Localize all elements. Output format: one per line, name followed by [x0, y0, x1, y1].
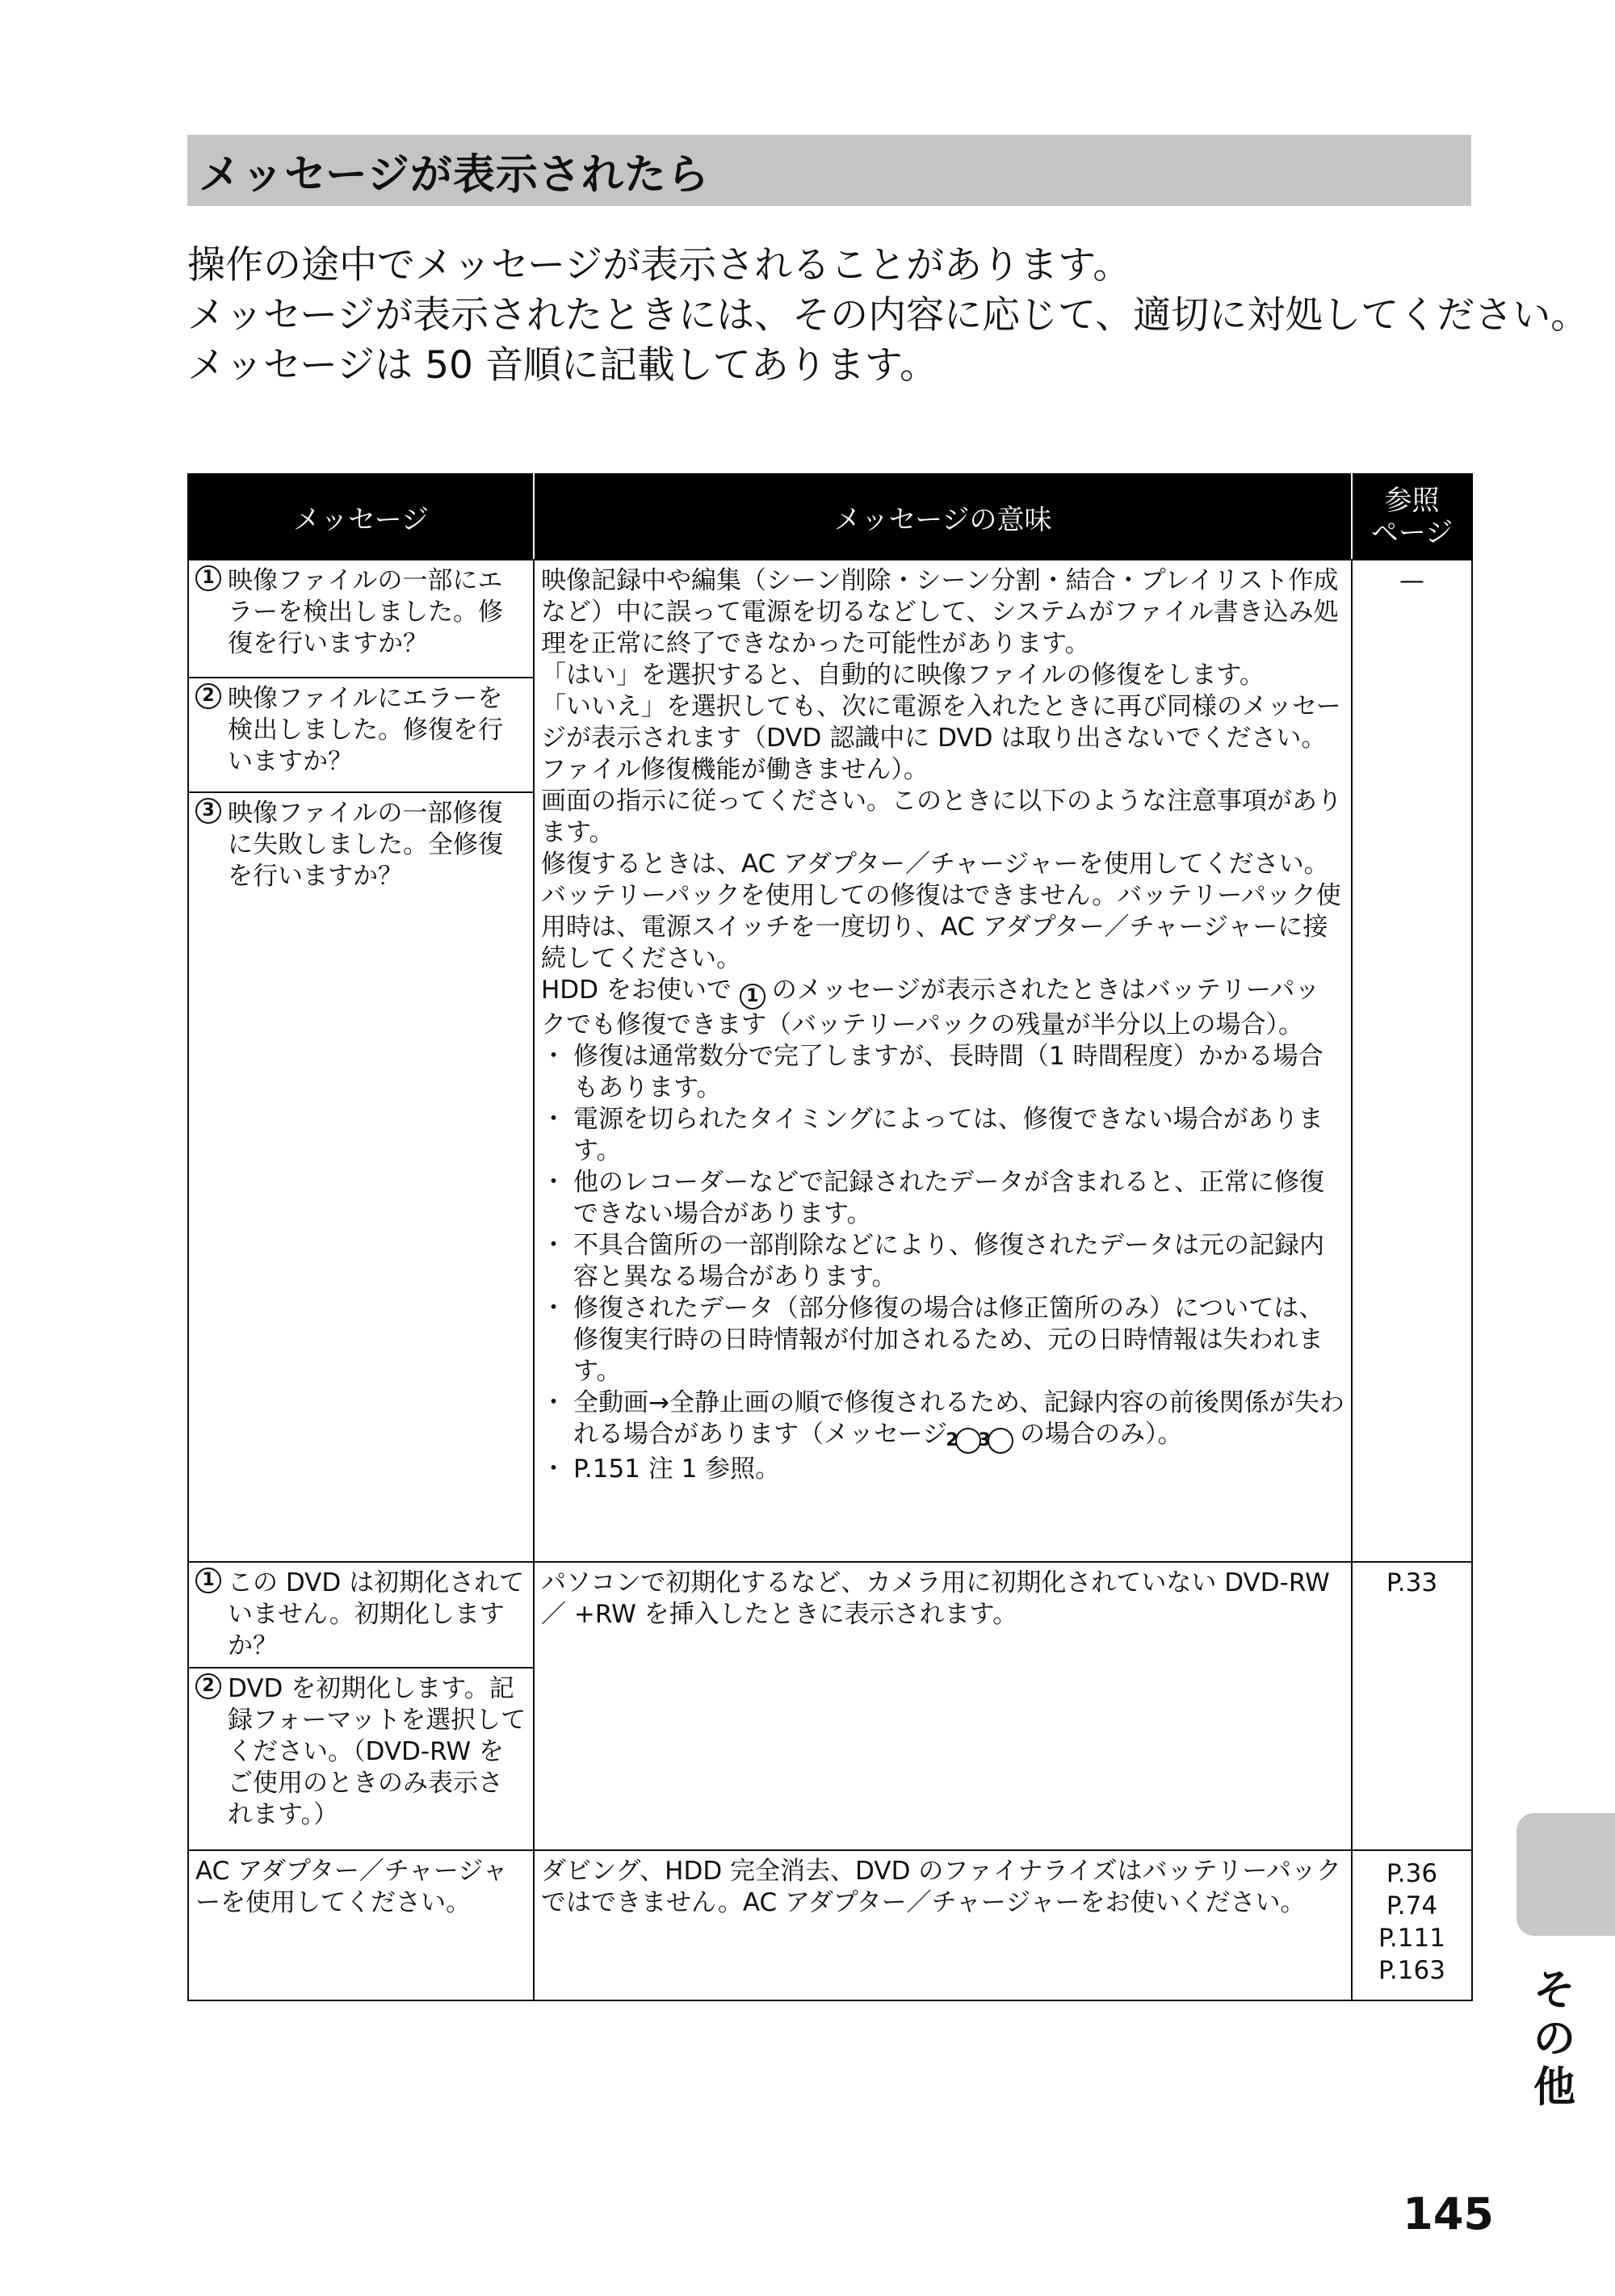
message-text: 映像ファイルの一部にエラーを検出しました。修復を行いますか？ — [228, 566, 503, 658]
intro-line-1: 操作の途中でメッセージが表示されることがあります。 — [187, 243, 1131, 288]
reference-cell: — — [1352, 560, 1472, 1562]
reference-page: P.74 — [1386, 1891, 1438, 1920]
table-row — [188, 560, 1472, 678]
reference-cell — [1352, 1850, 1472, 2000]
header-reference-line-2: ページ — [1370, 517, 1454, 549]
header-reference-line-1: 参照 — [1384, 485, 1440, 517]
meaning-cell: パソコンで初期化するなど、カメラ用に初期化されていない DVD-RW ／ +RW を挿入したときに表示されます。 — [534, 1562, 1352, 1850]
message-cell — [188, 792, 534, 1562]
message-text: 映像ファイルにエラーを検出しました。修復を行いますか？ — [228, 684, 503, 776]
list-item: ・ 電源を切られたタイミングによっては、修復できない場合があります。 — [541, 1105, 1323, 1165]
table-header-row — [188, 474, 1472, 560]
section-title-bar — [187, 135, 1471, 206]
message-cell — [188, 560, 534, 678]
circled-number-2: 2 — [195, 1673, 221, 1699]
circled-number-3: 3 — [195, 798, 221, 824]
meaning-paragraph: 修復するときは、AC アダプター／チャージャーを使用してください。バッテリーパックを使用しての修復はできません。バッテリーパック使用時は、電源スイッチを一度切り、AC アダプター／チャージャーに接続してください。 — [541, 850, 1341, 973]
caution-list — [541, 1041, 1344, 1485]
circled-number-3: 3 — [988, 1428, 1013, 1454]
meaning-paragraph: 映像記録中や編集（シーン削除・シーン分割・結合・プレイリスト作成など）中に誤って電源を切るなどして、システムがファイル書き込み処理を正常に終了できなかった可能性があります。 — [541, 566, 1339, 658]
message-table — [187, 473, 1473, 2001]
circled-number-2: 2 — [195, 683, 221, 709]
reference-page: P.36 — [1386, 1859, 1438, 1888]
message-text: 映像ファイルの一部修復に失敗しました。全修復を行いますか？ — [228, 799, 503, 891]
header-message: メッセージ — [188, 474, 534, 560]
intro-text — [187, 241, 1589, 391]
meaning-cell — [534, 560, 1352, 1562]
message-text: この DVD は初期化されていません。初期化しますか？ — [228, 1568, 525, 1660]
list-item: ・ 全動画→全静止画の順で修復されるため、記録内容の前後関係が失われる場合があります（メッセージ 2 3 の場合のみ）。 — [541, 1387, 1344, 1454]
page-number: 145 — [1403, 2189, 1494, 2239]
circled-number-1: 1 — [195, 1568, 221, 1593]
message-cell — [188, 1668, 534, 1850]
meaning-paragraph: 「はい」を選択すると、自動的に映像ファイルの修復をします。 — [541, 661, 1265, 690]
message-cell: AC アダプター／チャージャーを使用してください。 — [188, 1850, 534, 2000]
reference-page: P.111 — [1378, 1924, 1445, 1953]
list-item: ・ P.151 注 1 参照。 — [541, 1454, 781, 1484]
message-cell — [188, 678, 534, 792]
message-text: DVD を初期化します。記録フォーマットを選択してください。（DVD-RW をご使用のときのみ表示されます。） — [228, 1674, 526, 1829]
list-item: ・ 不具合箇所の一部削除などにより、修復されたデータは元の記録内容と異なる場合があります。 — [541, 1231, 1324, 1291]
table-row — [188, 1850, 1472, 2000]
message-cell — [188, 1562, 534, 1668]
header-meaning: メッセージの意味 — [534, 474, 1352, 560]
circled-number-1: 1 — [195, 565, 221, 591]
reference-page: P.163 — [1378, 1956, 1445, 1985]
circled-number-2: 2 — [955, 1428, 981, 1454]
section-title: メッセージが表示されたら — [199, 150, 710, 199]
meaning-paragraph: 「いいえ」を選択しても、次に電源を入れたときに再び同様のメッセージが表示されます（DVD 認識中に DVD は取り出さないでください。ファイル修復機能が働きません）。 — [541, 692, 1341, 784]
meaning-cell: ダビング、HDD 完全消去、DVD のファイナライズはバッテリーパックではできません。AC アダプター／チャージャーをお使いください。 — [534, 1850, 1352, 2000]
meaning-paragraph: 画面の指示に従ってください。このときに以下のような注意事項があります。 — [541, 787, 1342, 847]
reference-cell: P.33 — [1352, 1562, 1472, 1850]
list-item: ・ 他のレコーダーなどで記録されたデータが含まれると、正常に修復できない場合があります。 — [541, 1168, 1324, 1228]
meaning-paragraph: HDD をお使いで 1 のメッセージが表示されたときはバッテリーパックでも修復できます（バッテリーパックの残量が半分以上の場合）。 — [541, 976, 1320, 1039]
table-row — [188, 1562, 1472, 1668]
circled-number-1: 1 — [740, 984, 766, 1009]
header-reference — [1352, 474, 1472, 560]
intro-line-3: メッセージは 50 音順に記載してあります。 — [187, 343, 938, 388]
chapter-label: そ の 他 — [1533, 1967, 1575, 2112]
chapter-tab — [1516, 1813, 1615, 1936]
list-item: ・ 修復されたデータ（部分修復の場合は修正箇所のみ）については、修復実行時の日時情報が付加されるため、元の日時情報は失われます。 — [541, 1294, 1324, 1386]
list-item: ・ 修復は通常数分で完了しますが、長時間（1 時間程度）かかる場合もあります。 — [541, 1042, 1323, 1102]
intro-line-2: メッセージが表示されたときには、その内容に応じて、適切に対処してください。 — [187, 293, 1589, 338]
